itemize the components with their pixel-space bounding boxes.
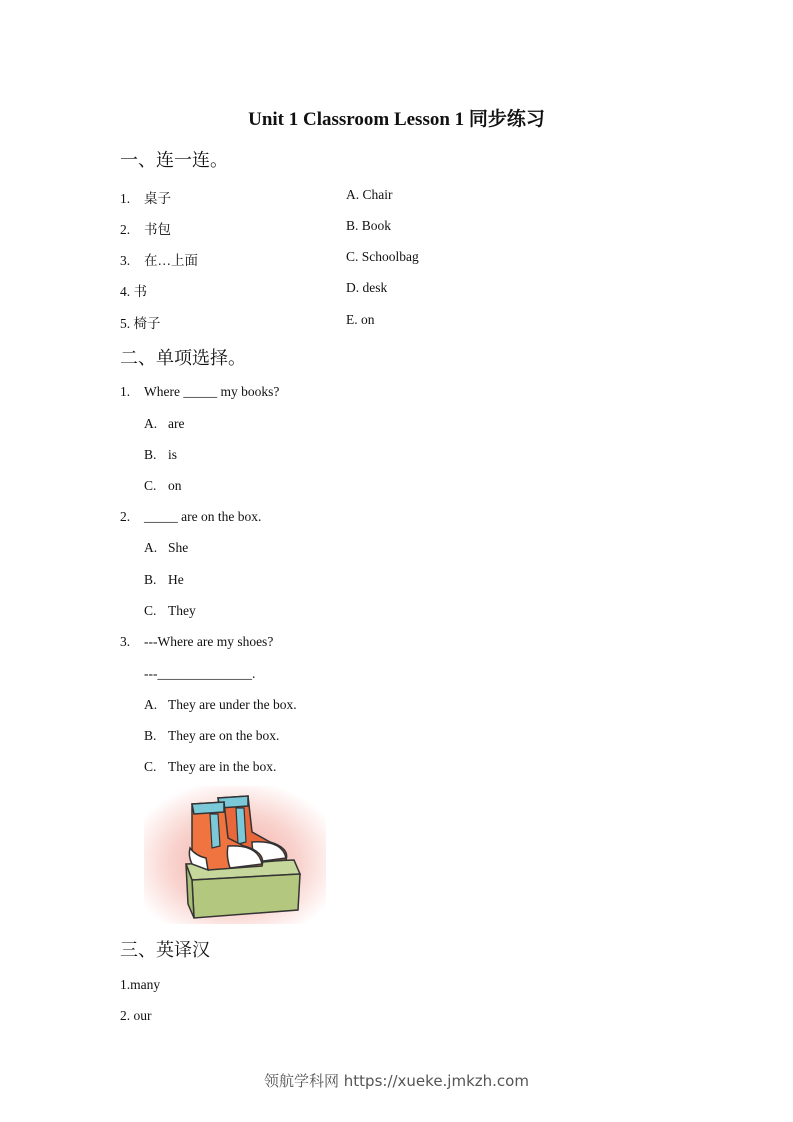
question-2-text: _____ are on the box. (144, 509, 262, 524)
q3-answer-line: ---______________. (144, 666, 256, 681)
question-2-num: 2. (120, 509, 131, 524)
q1-option-a (144, 416, 184, 432)
q1-option-b-text: is (168, 447, 178, 462)
question-3-num: 3. (120, 634, 131, 649)
q1-option-c (144, 478, 182, 494)
question-3 (120, 634, 273, 650)
section-3-heading: 三、英译汉 (120, 940, 210, 961)
match-left-1 (120, 187, 171, 207)
match-right-b: B. Book (346, 218, 392, 233)
match-left-4-num: 4. (120, 284, 131, 299)
match-left-5-num: 5. (120, 316, 131, 331)
match-right-e: E. on (346, 312, 375, 327)
q3-option-c-letter: C. (144, 759, 157, 774)
match-left-3-num: 3. (120, 253, 131, 268)
q3-option-c-text: They are in the box. (168, 759, 277, 774)
match-left-2-text: 书包 (144, 222, 171, 237)
question-1-num: 1. (120, 384, 131, 399)
q1-option-c-text: on (168, 478, 182, 493)
match-left-4 (120, 280, 147, 300)
question-1 (120, 384, 279, 400)
q2-option-c-text: They (168, 603, 196, 618)
page-title: Unit 1 Classroom Lesson 1 同步练习 (248, 109, 545, 130)
match-right-d: D. desk (346, 280, 388, 295)
question-2 (120, 509, 261, 525)
q2-option-b (144, 572, 184, 588)
q2-option-c-letter: C. (144, 603, 157, 618)
question-1-text: Where _____ my books? (144, 384, 280, 399)
shoes-on-box-illustration (144, 786, 326, 924)
q2-option-c (144, 603, 196, 619)
match-left-5 (120, 312, 161, 332)
match-left-1-num: 1. (120, 191, 131, 206)
q3-option-a-text: They are under the box. (168, 697, 297, 712)
q1-option-a-text: are (168, 416, 185, 431)
q3-option-a (144, 697, 297, 713)
section-2-heading: 二、单项选择。 (120, 348, 246, 369)
section-1-heading: 一、连一连。 (120, 150, 228, 171)
q2-option-b-letter: B. (144, 572, 157, 587)
q1-option-b (144, 447, 177, 463)
match-left-2-num: 2. (120, 222, 131, 237)
footer-watermark: 领航学科网 https://xueke.jmkzh.com (264, 1072, 529, 1090)
match-left-3-text: 在…上面 (144, 253, 198, 268)
q2-option-a-text: She (168, 540, 189, 555)
q2-option-a-letter: A. (144, 540, 158, 555)
q3-option-b-letter: B. (144, 728, 157, 743)
match-left-5-text: 椅子 (133, 316, 161, 331)
q2-option-b-text: He (168, 572, 184, 587)
q3-option-b-text: They are on the box. (168, 728, 280, 743)
q1-option-a-letter: A. (144, 416, 158, 431)
match-left-2 (120, 218, 171, 238)
match-right-a: A. Chair (346, 187, 393, 202)
q3-option-b (144, 728, 279, 744)
match-left-1-text: 桌子 (144, 191, 171, 206)
match-left-4-text: 书 (133, 284, 147, 299)
question-3-text: ---Where are my shoes? (144, 634, 274, 649)
q1-option-b-letter: B. (144, 447, 157, 462)
q3-option-c (144, 759, 276, 775)
q1-option-c-letter: C. (144, 478, 157, 493)
q2-option-a (144, 540, 188, 556)
translate-item-1: 1.many (120, 977, 161, 992)
match-right-c: C. Schoolbag (346, 249, 419, 264)
translate-item-2: 2. our (120, 1008, 152, 1023)
match-left-3 (120, 249, 198, 269)
q3-option-a-letter: A. (144, 697, 158, 712)
